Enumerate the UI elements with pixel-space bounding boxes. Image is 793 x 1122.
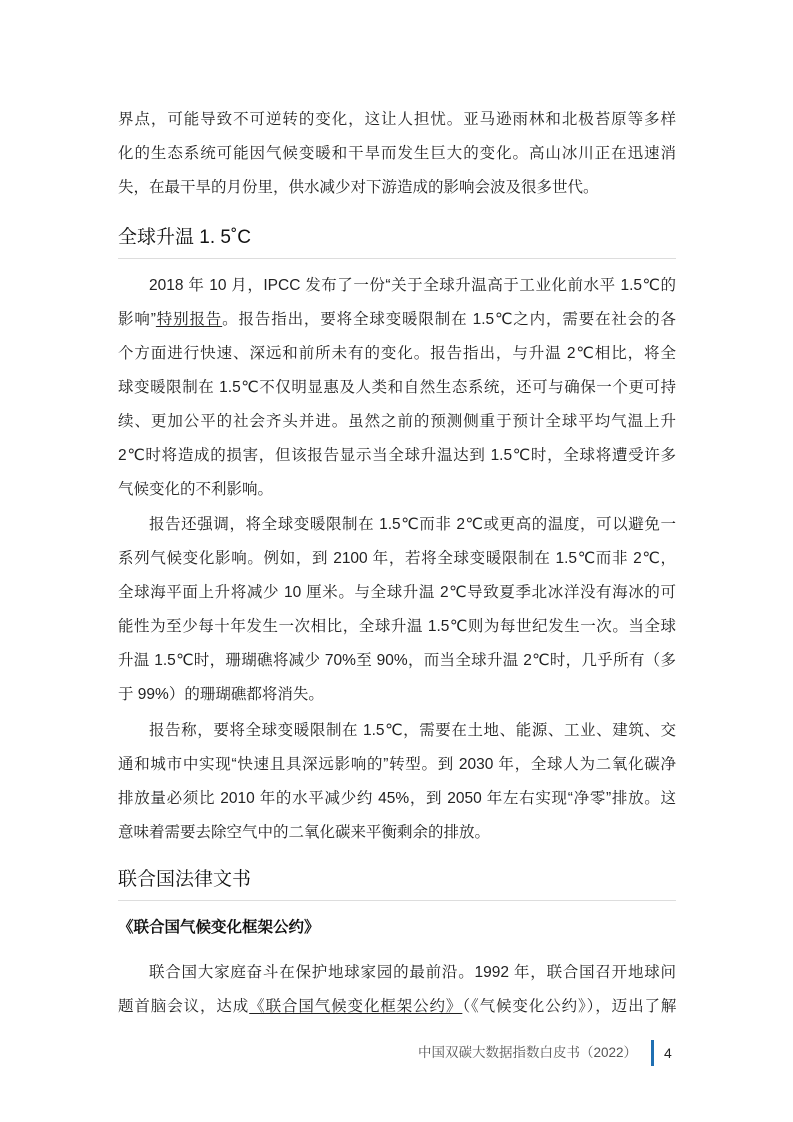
paragraph [118, 269, 676, 507]
paragraph-line: 于 99%）的珊瑚礁都将消失。 [118, 686, 324, 703]
paragraph-line: 个方面进行快速、深远和前所未有的变化。报告指出，与升温 2℃相比，将全 [118, 345, 676, 362]
paragraph-line: 排放量必须比 2010 年的水平减少约 45%，到 2050 年左右实现“净零”排放。这 [118, 790, 676, 807]
paragraph-line: 2018 年 10 月，IPCC 发布了一份“关于全球升温高于工业化前水平 1.5℃的 [149, 277, 676, 294]
hyperlink[interactable]: 《联合国气候变化框架公约》 [249, 998, 463, 1015]
paragraph-line [118, 990, 676, 1024]
paragraph-line [118, 303, 676, 337]
text-run: 题首脑会议，达成 [118, 998, 250, 1015]
paragraph-line: 续、更加公平的社会齐头并进。虽然之前的预测侧重于预计全球平均气温上升 [118, 413, 676, 430]
section-heading-global-warming: 全球升温 1. 5˚C [118, 227, 252, 248]
paragraph [118, 508, 676, 712]
subsection-heading-unfccc: 《联合国气候变化框架公约》 [118, 919, 320, 936]
footer-divider-bar [651, 1040, 654, 1066]
page-number: 4 [664, 1045, 672, 1061]
heading-divider [118, 900, 676, 901]
hyperlink[interactable]: 特别报告 [155, 311, 223, 328]
paragraph-line: 通和城市中实现“快速且具深远影响的”转型。到 2030 年，全球人为二氧化碳净 [118, 756, 676, 773]
paragraph-line: 失，在最干旱的月份里，供水减少对下游造成的影响会波及很多世代。 [118, 179, 599, 196]
page-footer [0, 1036, 793, 1072]
paragraph-line: 气候变化的不利影响。 [118, 481, 274, 498]
text-run: （《气候变化公约》），迈出了解 [462, 998, 676, 1015]
paragraph-line: 报告还强调，将全球变暖限制在 1.5℃而非 2℃或更高的温度，可以避免一 [149, 516, 676, 533]
heading-divider [118, 258, 676, 259]
paragraph-line: 全球海平面上升将减少 10 厘米。与全球升温 2℃导致夏季北冰洋没有海冰的可 [118, 584, 676, 601]
paragraph-line: 界点，可能导致不可逆转的变化，这让人担忧。亚马逊雨林和北极苔原等多样 [118, 111, 676, 128]
paragraph-line: 报告称，要将全球变暖限制在 1.5℃，需要在土地、能源、工业、建筑、交 [149, 722, 676, 739]
footer-document-title: 中国双碳大数据指数白皮书（2022） [417, 1045, 637, 1060]
paragraph-line: 意味着需要去除空气中的二氧化碳来平衡剩余的排放。 [118, 824, 491, 841]
paragraph-line: 化的生态系统可能因气候变暖和干旱而发生巨大的变化。高山冰川正在迅速消 [118, 145, 676, 162]
text-run: 。报告指出，要将全球变暖限制在 1.5℃之内，需要在社会的各 [222, 311, 676, 328]
paragraph-line: 球变暖限制在 1.5℃不仅明显惠及人类和自然生态系统，还可与确保一个更可持 [118, 379, 676, 396]
text-run: 影响” [118, 311, 156, 328]
paragraph [118, 103, 676, 205]
paragraph-line: 2℃时将造成的损害，但该报告显示当全球升温达到 1.5℃时，全球将遭受许多 [118, 447, 676, 464]
paragraph-line: 升温 1.5℃时，珊瑚礁将减少 70%至 90%，而当全球升温 2℃时，几乎所有（多 [118, 652, 676, 669]
paragraph [118, 714, 676, 850]
section-heading-un-legal-instruments: 联合国法律文书 [118, 869, 252, 890]
paragraph-line: 联合国大家庭奋斗在保护地球家园的最前沿。1992 年，联合国召开地球问 [149, 964, 676, 981]
paragraph [118, 956, 676, 1024]
paragraph-line: 系列气候变化影响。例如，到 2100 年，若将全球变暖限制在 1.5℃而非 2℃， [118, 550, 676, 567]
paragraph-line: 能性为至少每十年发生一次相比，全球升温 1.5℃则为每世纪发生一次。当全球 [118, 618, 676, 635]
